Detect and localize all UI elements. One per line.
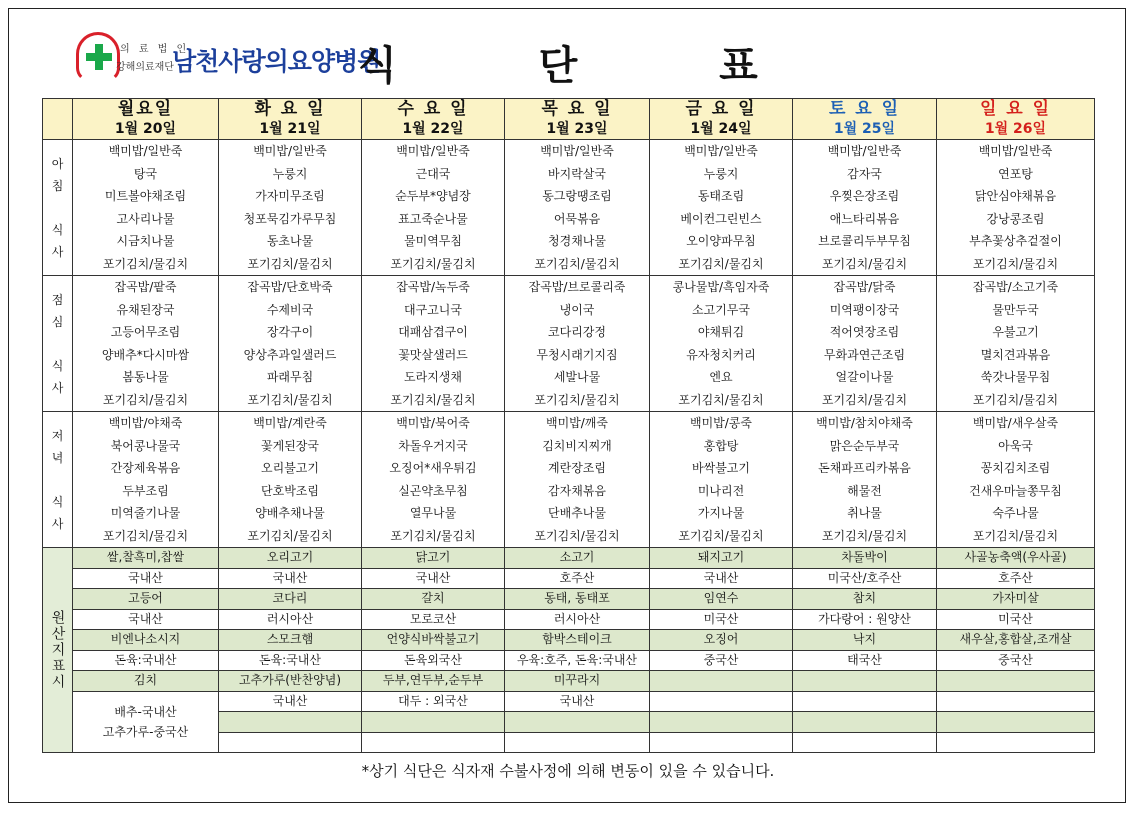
menu-cell <box>505 140 650 276</box>
menu-item: 오리불고기 <box>261 461 319 475</box>
menu-item: 바지락살국 <box>548 166 606 181</box>
menu-item: 도라지생채 <box>404 370 462 384</box>
origin-cell <box>362 732 505 753</box>
origin-cell <box>362 712 505 733</box>
menu-item: 꽃맛살샐러드 <box>398 347 468 362</box>
menu-item: 포기김치/물김치 <box>678 256 764 271</box>
origin-cell: 호주산 <box>937 568 1095 589</box>
menu-item: 동초나물 <box>266 234 314 248</box>
origin-cell: 소고기 <box>505 548 650 569</box>
menu-item: 양배추채나물 <box>255 506 325 520</box>
meal-label-char: 침 <box>51 178 64 193</box>
day-header <box>650 99 793 140</box>
origin-cell: 돈육:국내산 <box>219 650 362 671</box>
origin-cell: 사골농축액(우사골) <box>937 548 1095 569</box>
origin-cell: 가자미살 <box>937 589 1095 610</box>
origin-cell: 고등어 <box>73 589 219 610</box>
menu-item: 포기김치/물김치 <box>678 392 764 407</box>
menu-cell <box>937 276 1095 412</box>
menu-item: 잡곡밥/브로콜리죽 <box>528 280 626 294</box>
day-name: 화 요 일 <box>254 99 326 119</box>
menu-item: 숙주나물 <box>992 506 1039 520</box>
menu-item: 포기김치/물김치 <box>821 392 908 407</box>
menu-item: 포기김치/물김치 <box>972 256 1059 271</box>
origin-cell: 쌀,찰흑미,찹쌀 <box>73 548 219 569</box>
menu-item: 백미밥/일반죽 <box>108 144 183 158</box>
origin-cell: 우육:호주, 돈육:국내산 <box>505 650 650 671</box>
menu-cell <box>937 412 1095 548</box>
menu-cell <box>73 412 219 548</box>
meal-label-char: 식 <box>51 494 64 509</box>
menu-item: 단호박조림 <box>261 483 319 498</box>
menu-item: 양상추과일샐러드 <box>243 347 337 362</box>
menu-item: 백미밥/일반죽 <box>253 144 327 158</box>
menu-item: 미나리전 <box>697 483 745 498</box>
menu-item: 콩나물밥/흑임자죽 <box>672 280 770 294</box>
menu-item: 가지나물 <box>697 506 745 520</box>
menu-item: 백미밥/깨죽 <box>545 416 608 430</box>
origin-cell: 돈육:국내산 <box>73 650 219 671</box>
origin-cell <box>650 712 793 733</box>
day-date: 1월 26일 <box>984 121 1047 137</box>
origin-cell <box>505 712 650 733</box>
origin-cell: 함박스테이크 <box>505 630 650 651</box>
menu-item: 포기김치/물김치 <box>534 392 620 407</box>
menu-item: 꽃게된장국 <box>261 438 319 453</box>
origin-cell: 미국산 <box>650 609 793 630</box>
menu-item: 탕국 <box>133 166 158 181</box>
menu-item: 포기김치/물김치 <box>972 528 1059 543</box>
menu-item: 동태조림 <box>697 189 745 203</box>
menu-item: 수제비국 <box>266 302 314 317</box>
day-date: 1월 21일 <box>259 121 321 137</box>
menu-cell <box>793 412 937 548</box>
meal-label-char: 식 <box>51 222 64 237</box>
menu-item: 계란장조림 <box>548 461 606 475</box>
origin-cell: 코다리 <box>219 589 362 610</box>
menu-item: 포기김치/물김치 <box>247 392 333 407</box>
hospital-name: 남천사랑의요양병원 <box>172 47 381 76</box>
menu-item: 누룽지 <box>703 166 739 181</box>
menu-item: 차돌우거지국 <box>398 438 468 453</box>
menu-item: 백미밥/일반죽 <box>540 144 614 158</box>
menu-item: 포기김치/물김치 <box>821 528 908 543</box>
origin-cell: 중국산 <box>650 650 793 671</box>
meal-label-char <box>43 333 72 355</box>
day-header <box>937 99 1095 140</box>
origin-cell: 중국산 <box>937 650 1095 671</box>
origin-cell <box>793 691 937 712</box>
menu-item: 백미밥/일반죽 <box>684 144 758 158</box>
day-header <box>219 99 362 140</box>
menu-item: 대구고니국 <box>404 302 462 317</box>
day-name: 토 요 일 <box>828 99 901 119</box>
menu-item: 김치비지찌개 <box>542 438 612 453</box>
menu-item: 간장제육볶음 <box>110 461 181 475</box>
meal-label <box>43 412 73 548</box>
day-name: 수 요 일 <box>397 99 469 119</box>
meal-label-char: 심 <box>51 314 64 329</box>
menu-item: 오징어*새우튀김 <box>389 461 477 475</box>
menu-item: 백미밥/일반죽 <box>827 144 902 158</box>
origin-cell <box>937 732 1095 753</box>
menu-item: 백미밥/참치야채죽 <box>816 416 913 430</box>
page-title: 식 단 표 <box>358 43 822 89</box>
menu-item: 무청시래기지짐 <box>536 347 618 362</box>
meal-label-char: 점 <box>51 292 64 307</box>
origin-merged-cell <box>73 691 219 753</box>
day-header <box>362 99 505 140</box>
menu-item: 해물전 <box>847 483 882 498</box>
origin-cell <box>793 671 937 692</box>
meal-label-char: 사 <box>51 516 64 531</box>
origin-cell: 국내산 <box>219 568 362 589</box>
menu-table <box>42 98 1095 753</box>
menu-item: 파래무침 <box>266 370 314 384</box>
menu-item: 동그랑땡조림 <box>542 189 612 203</box>
meal-row <box>43 276 1095 412</box>
menu-item: 취나물 <box>847 506 882 520</box>
origin-cell: 대두 : 외국산 <box>362 691 505 712</box>
origin-item: 고추가루-중국산 <box>102 724 189 739</box>
origin-cell <box>937 691 1095 712</box>
menu-cell <box>73 140 219 276</box>
menu-item: 단배추나물 <box>548 506 606 520</box>
origin-cell: 미국산/호주산 <box>793 568 937 589</box>
menu-item: 유채된장국 <box>116 302 175 317</box>
menu-item: 순두부*양념장 <box>395 189 471 203</box>
menu-cell <box>793 140 937 276</box>
menu-item: 가자미무조림 <box>255 189 325 203</box>
menu-item: 포기김치/물김치 <box>102 528 189 543</box>
origin-cell: 김치 <box>73 671 219 692</box>
origin-cell: 가다랑어 : 원양산 <box>793 609 937 630</box>
origin-cell <box>793 712 937 733</box>
meal-label-char: 식 <box>51 358 64 373</box>
origin-row <box>43 548 1095 569</box>
menu-item: 고사리나물 <box>116 211 175 226</box>
menu-item: 청경채나물 <box>548 234 606 248</box>
menu-item: 백미밥/새우살죽 <box>972 416 1059 430</box>
menu-item: 누룽지 <box>272 166 308 181</box>
origin-cell: 호주산 <box>505 568 650 589</box>
origin-row <box>43 609 1095 630</box>
meal-label-char: 사 <box>51 380 64 395</box>
menu-cell <box>362 140 505 276</box>
menu-item: 잡곡밥/닭죽 <box>833 280 896 294</box>
cross-icon <box>86 44 112 70</box>
origin-cell <box>650 732 793 753</box>
meal-label <box>43 276 73 412</box>
origin-cell: 닭고기 <box>362 548 505 569</box>
menu-cell <box>650 276 793 412</box>
menu-cell <box>73 276 219 412</box>
header-row <box>43 99 1095 140</box>
origin-cell <box>219 712 362 733</box>
origin-cell: 국내산 <box>362 568 505 589</box>
origin-cell: 태국산 <box>793 650 937 671</box>
menu-item: 쑥갓나물무침 <box>980 370 1051 384</box>
origin-row <box>43 691 1095 712</box>
menu-item: 포기김치/물김치 <box>534 528 620 543</box>
day-date: 1월 23일 <box>546 121 608 137</box>
day-name: 목 요 일 <box>541 99 613 119</box>
origin-label <box>43 548 73 753</box>
origin-cell <box>793 732 937 753</box>
menu-item: 잡곡밥/소고기죽 <box>972 280 1059 294</box>
menu-item: 무화과연근조림 <box>823 347 906 362</box>
origin-cell <box>650 671 793 692</box>
day-date: 1월 24일 <box>690 121 752 137</box>
menu-item: 포기김치/물김치 <box>972 392 1059 407</box>
menu-cell <box>362 412 505 548</box>
menu-item: 포기김치/물김치 <box>534 256 620 271</box>
menu-item: 홍합탕 <box>703 438 739 453</box>
menu-item: 물만두국 <box>992 302 1039 317</box>
menu-item: 애느타리볶음 <box>829 211 900 226</box>
menu-item: 미역줄기나물 <box>110 506 181 520</box>
menu-cell <box>505 276 650 412</box>
day-name: 금 요 일 <box>685 99 757 119</box>
origin-cell: 참치 <box>793 589 937 610</box>
menu-item: 포기김치/물김치 <box>247 528 333 543</box>
meal-row <box>43 140 1095 276</box>
origin-cell: 러시아산 <box>219 609 362 630</box>
origin-cell: 러시아산 <box>505 609 650 630</box>
menu-item: 실곤약초무침 <box>398 483 468 498</box>
menu-item: 백미밥/일반죽 <box>396 144 470 158</box>
origin-row <box>43 568 1095 589</box>
menu-item: 미트볼야채조림 <box>104 189 187 203</box>
menu-item: 우찢은장조림 <box>829 189 900 203</box>
origin-cell <box>505 732 650 753</box>
origin-cell: 돈육외국산 <box>362 650 505 671</box>
menu-item: 잡곡밥/녹두죽 <box>396 280 470 294</box>
menu-item: 백미밥/일반죽 <box>978 144 1053 158</box>
meal-label-char: 아 <box>51 156 64 171</box>
menu-item: 우불고기 <box>992 325 1039 339</box>
menu-item: 포기김치/물김치 <box>390 528 476 543</box>
menu-item: 부추꽃상추겉절이 <box>969 234 1062 248</box>
menu-item: 백미밥/계란죽 <box>253 416 327 430</box>
menu-item: 두부조림 <box>122 483 169 498</box>
meal-label-char <box>43 197 72 219</box>
origin-cell: 오징어 <box>650 630 793 651</box>
origin-cell: 차돌박이 <box>793 548 937 569</box>
origin-row <box>43 671 1095 692</box>
menu-item: 연포탕 <box>998 166 1033 181</box>
origin-cell <box>219 732 362 753</box>
menu-item: 양배추*다시마쌈 <box>101 347 190 362</box>
menu-item: 포기김치/물김치 <box>678 528 764 543</box>
menu-item: 포기김치/물김치 <box>247 256 333 271</box>
meal-label-char: 사 <box>51 244 64 259</box>
menu-cell <box>937 140 1095 276</box>
menu-item: 야채튀김 <box>697 325 745 339</box>
menu-item: 소고기무국 <box>692 302 750 317</box>
menu-item: 멸치견과볶음 <box>980 347 1051 362</box>
menu-item: 돈채파프리카볶음 <box>818 461 911 475</box>
meal-label-char: 녁 <box>51 450 64 465</box>
origin-cell: 국내산 <box>219 691 362 712</box>
origin-cell <box>650 691 793 712</box>
origin-row <box>43 589 1095 610</box>
menu-item: 백미밥/북어죽 <box>396 416 470 430</box>
menu-item: 아욱국 <box>998 438 1033 453</box>
origin-cell: 돼지고기 <box>650 548 793 569</box>
menu-item: 포기김치/물김치 <box>821 256 908 271</box>
menu-cell <box>219 412 362 548</box>
menu-item: 물미역무침 <box>404 234 462 248</box>
day-date: 1월 22일 <box>402 121 464 137</box>
menu-item: 어묵볶음 <box>553 211 601 226</box>
menu-item: 대패삼겹구이 <box>398 325 468 339</box>
menu-cell <box>650 140 793 276</box>
origin-cell: 두부,연두부,순두부 <box>362 671 505 692</box>
menu-cell <box>650 412 793 548</box>
origin-cell: 국내산 <box>73 609 219 630</box>
origin-cell: 미국산 <box>937 609 1095 630</box>
menu-item: 포기김치/물김치 <box>102 256 189 271</box>
menu-item: 감자채볶음 <box>548 483 606 498</box>
origin-cell: 임연수 <box>650 589 793 610</box>
menu-item: 엔요 <box>709 370 733 384</box>
origin-cell: 오리고기 <box>219 548 362 569</box>
menu-item: 미역팽이장국 <box>829 302 900 317</box>
origin-cell: 언양식바싹불고기 <box>362 630 505 651</box>
day-date: 1월 20일 <box>114 121 177 137</box>
logo-org-line2: 강해의료재단 <box>116 62 174 73</box>
menu-item: 청포묵김가루무침 <box>243 211 337 226</box>
origin-cell: 국내산 <box>505 691 650 712</box>
menu-item: 포기김치/물김치 <box>102 392 189 407</box>
menu-item: 적어엿장조림 <box>829 325 900 339</box>
origin-cell: 동태, 동태포 <box>505 589 650 610</box>
menu-item: 닭안심야채볶음 <box>974 189 1057 203</box>
menu-item: 냉이국 <box>559 302 595 317</box>
menu-cell <box>362 276 505 412</box>
menu-item: 포기김치/물김치 <box>390 392 476 407</box>
menu-item: 시금치나물 <box>116 234 175 248</box>
menu-cell <box>793 276 937 412</box>
origin-row <box>43 630 1095 651</box>
menu-item: 잡곡밥/단호박죽 <box>247 280 333 294</box>
menu-item: 백미밥/콩죽 <box>689 416 752 430</box>
logo-org-line1: 의 료 법 인 <box>120 44 190 55</box>
origin-cell: 낙지 <box>793 630 937 651</box>
menu-item: 고등어무조림 <box>110 325 181 339</box>
menu-item: 맑은순두부국 <box>829 438 900 453</box>
menu-item: 봄동나물 <box>122 370 169 384</box>
meal-row <box>43 412 1095 548</box>
meal-label-char: 저 <box>51 428 64 443</box>
menu-item: 오이양파무침 <box>686 234 756 248</box>
menu-item: 바싹불고기 <box>692 461 750 475</box>
origin-cell: 미꾸라지 <box>505 671 650 692</box>
menu-item: 열무나물 <box>409 506 457 520</box>
meal-label-char <box>43 469 72 491</box>
menu-item: 코다리강정 <box>548 325 606 339</box>
menu-item: 백미밥/야채죽 <box>108 416 183 430</box>
menu-item: 유자청치커리 <box>686 347 756 362</box>
menu-item: 세발나물 <box>553 370 601 384</box>
menu-cell <box>505 412 650 548</box>
footnote: *상기 식단은 식자재 수불사정에 의해 변동이 있을 수 있습니다. <box>361 762 775 780</box>
menu-item: 장각구이 <box>266 325 314 339</box>
menu-item: 베이컨그린빈스 <box>680 211 762 226</box>
menu-item: 근대국 <box>415 166 451 181</box>
day-header <box>505 99 650 140</box>
origin-cell: 갈치 <box>362 589 505 610</box>
menu-item: 얼갈이나물 <box>835 370 894 384</box>
menu-item: 건새우마늘쫑무침 <box>969 483 1062 498</box>
meal-label <box>43 140 73 276</box>
menu-item: 감자국 <box>847 166 882 181</box>
day-header <box>793 99 937 140</box>
menu-item: 꽁치김치조림 <box>980 461 1051 475</box>
menu-item: 북어콩나물국 <box>110 438 181 453</box>
day-name: 일 요 일 <box>979 99 1052 119</box>
menu-item: 잡곡밥/팥죽 <box>114 280 177 294</box>
hospital-logo <box>76 30 381 88</box>
origin-cell: 모로코산 <box>362 609 505 630</box>
origin-cell: 국내산 <box>73 568 219 589</box>
menu-item: 강낭콩조림 <box>986 211 1045 226</box>
menu-item: 표고죽순나물 <box>398 211 468 226</box>
origin-cell: 새우살,홍합살,조개살 <box>937 630 1095 651</box>
day-date: 1월 25일 <box>833 121 896 137</box>
origin-cell: 스모크햄 <box>219 630 362 651</box>
origin-cell: 비엔나소시지 <box>73 630 219 651</box>
menu-item: 브로콜리두부무침 <box>818 234 911 248</box>
day-name: 월요일 <box>117 99 174 119</box>
origin-row <box>43 650 1095 671</box>
origin-cell <box>937 671 1095 692</box>
menu-cell <box>219 140 362 276</box>
origin-item: 배추-국내산 <box>114 704 177 719</box>
origin-cell <box>937 712 1095 733</box>
corner-cell <box>43 99 73 140</box>
origin-cell: 고추가루(반찬양념) <box>219 671 362 692</box>
origin-cell: 국내산 <box>650 568 793 589</box>
menu-item: 포기김치/물김치 <box>390 256 476 271</box>
origin-label-text: 원산지표시 <box>49 610 66 690</box>
day-header <box>73 99 219 140</box>
menu-cell <box>219 276 362 412</box>
